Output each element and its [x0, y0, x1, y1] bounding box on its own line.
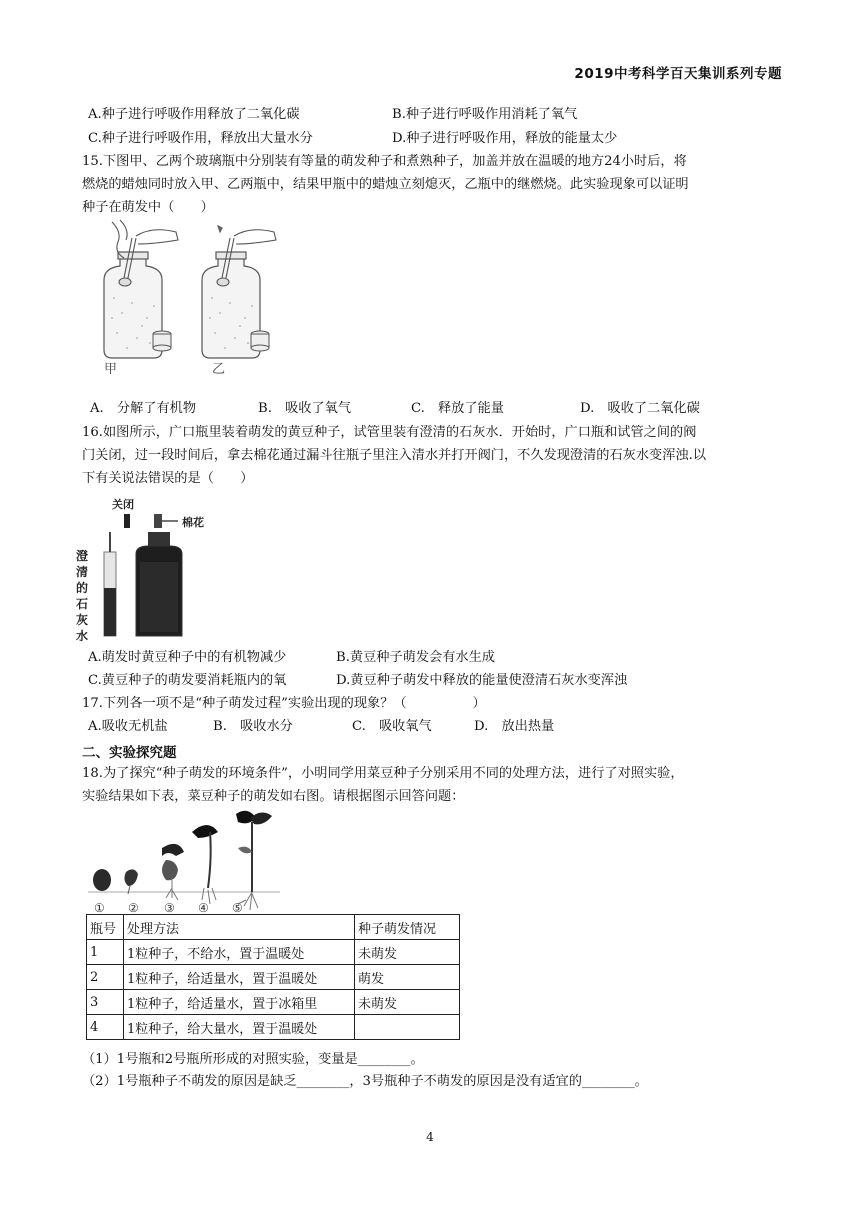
q16-option-a: A.萌发时黄豆种子中的有机物减少 — [88, 650, 287, 665]
q15-option-b: B. 吸收了氧气 — [258, 401, 352, 416]
q17-option-d: D. 放出热量 — [474, 719, 555, 734]
svg-text:① ② ③ ④ ⑤ — [94, 901, 243, 914]
cell-bottle: 2 — [87, 965, 124, 990]
cell-result — [355, 1015, 460, 1040]
q15-option-d: D. 吸收了二氧化碳 — [580, 401, 700, 416]
stage-label-1: ① — [94, 901, 105, 914]
cell-result: 未萌发 — [355, 990, 460, 1015]
q15-option-a: A. 分解了有机物 — [90, 401, 197, 416]
q14-option-b: B.种子进行呼吸作用消耗了氧气 — [392, 107, 578, 122]
stage-label-4: ④ — [198, 901, 209, 914]
q17-option-b: B. 吸收水分 — [213, 719, 293, 734]
q18-seedling-figure — [88, 808, 288, 914]
q15-stem-line3: 种子在萌发中（ ） — [82, 200, 214, 215]
label-close: 关闭 — [112, 498, 134, 511]
q17-option-c: C. 吸收氧气 — [352, 719, 432, 734]
stage-label-5: ⑤ — [232, 901, 243, 914]
table-header-row — [87, 915, 460, 940]
q15-option-c: C. 释放了能量 — [411, 401, 504, 416]
q18-stem-line2: 实验结果如下表，菜豆种子的萌发如右图。请根据图示回答问题： — [82, 789, 465, 804]
label-jia: 甲 — [104, 362, 118, 377]
results-table — [86, 914, 460, 1040]
cell-result: 未萌发 — [355, 940, 460, 965]
q16-stem-line3: 下有关说法错误的是（ ） — [82, 471, 254, 486]
q18-stem-line1: 18.为了探究“种子萌发的环境条件”，小明同学用菜豆种子分别采用不同的处理方法，进行了对照实验， — [82, 766, 684, 781]
q15-stem-line2: 燃烧的蜡烛同时放入甲、乙两瓶中，结果甲瓶中的蜡烛立刻熄灭，乙瓶中的继燃烧。此实验现象可以证明 — [82, 177, 689, 192]
q17-stem: 17.下列各一项不是“种子萌发过程”实验出现的现象？（ ） — [82, 696, 486, 711]
q16-option-c: C.黄豆种子的萌发要消耗瓶内的氧 — [88, 673, 287, 688]
q18-sub1: （1）1号瓶和2号瓶所形成的对照实验，变量是________。 — [82, 1052, 424, 1067]
cell-bottle: 1 — [87, 940, 124, 965]
cell-treatment: 1粒种子，给适量水，置于温暖处 — [124, 965, 355, 990]
q16-stem-line1: 16.如图所示，广口瓶里装着萌发的黄豆种子，试管里装有澄清的石灰水．开始时，广口瓶和试管之间的阀 — [82, 425, 697, 440]
header-treatment: 处理方法 — [124, 915, 355, 940]
table-row — [87, 1015, 460, 1040]
q16-option-b: B.黄豆种子萌发会有水生成 — [336, 650, 495, 665]
q16-option-d: D.黄豆种子萌发中释放的能量使澄清石灰水变浑浊 — [336, 673, 628, 688]
q15-jar-figure — [92, 218, 292, 378]
q14-option-c: C.种子进行呼吸作用，释放出大量水分 — [88, 131, 313, 146]
page-header: 2019中考科学百天集训系列专题 — [574, 66, 782, 82]
cell-bottle: 3 — [87, 990, 124, 1015]
q18-sub2: （2）1号瓶种子不萌发的原因是缺乏________，3号瓶种子不萌发的原因是没有适宜的________。 — [82, 1074, 648, 1089]
section-title-experiment: 二、实验探究题 — [82, 745, 177, 761]
header-bottle-no: 瓶号 — [87, 915, 124, 940]
stage-label-2: ② — [128, 901, 139, 914]
cell-treatment: 1粒种子，给适量水，置于冰箱里 — [124, 990, 355, 1015]
cell-treatment: 1粒种子，给大量水，置于温暖处 — [124, 1015, 355, 1040]
q15-stem-line1: 15.下图甲、乙两个玻璃瓶中分别装有等量的萌发种子和煮熟种子，加盖并放在温暖的地方24小时后，将 — [82, 154, 687, 169]
label-cotton: 棉花 — [182, 516, 204, 529]
header-germination: 种子萌发情况 — [355, 915, 460, 940]
stage-label-3: ③ — [164, 901, 175, 914]
q14-option-a: A.种子进行呼吸作用释放了二氧化碳 — [88, 107, 300, 122]
table-row — [87, 965, 460, 990]
q17-option-a: A.吸收无机盐 — [88, 719, 168, 734]
label-lime: 澄清的 石灰水 — [76, 549, 89, 642]
label-yi: 乙 — [212, 362, 226, 377]
table-row — [87, 990, 460, 1015]
cell-bottle: 4 — [87, 1015, 124, 1040]
q14-option-d: D.种子进行呼吸作用，释放的能量太少 — [392, 131, 618, 146]
q16-stem-line2: 门关闭，过一段时间后，拿去棉花通过漏斗往瓶子里注入清水并打开阀门，不久发现澄清的石灰水变浑浊.以 — [82, 448, 707, 463]
q16-bottle-figure — [74, 492, 224, 642]
cell-result: 萌发 — [355, 965, 460, 990]
cell-treatment: 1粒种子，不给水，置于温暖处 — [124, 940, 355, 965]
table-row — [87, 940, 460, 965]
page-number: 4 — [426, 1130, 434, 1144]
